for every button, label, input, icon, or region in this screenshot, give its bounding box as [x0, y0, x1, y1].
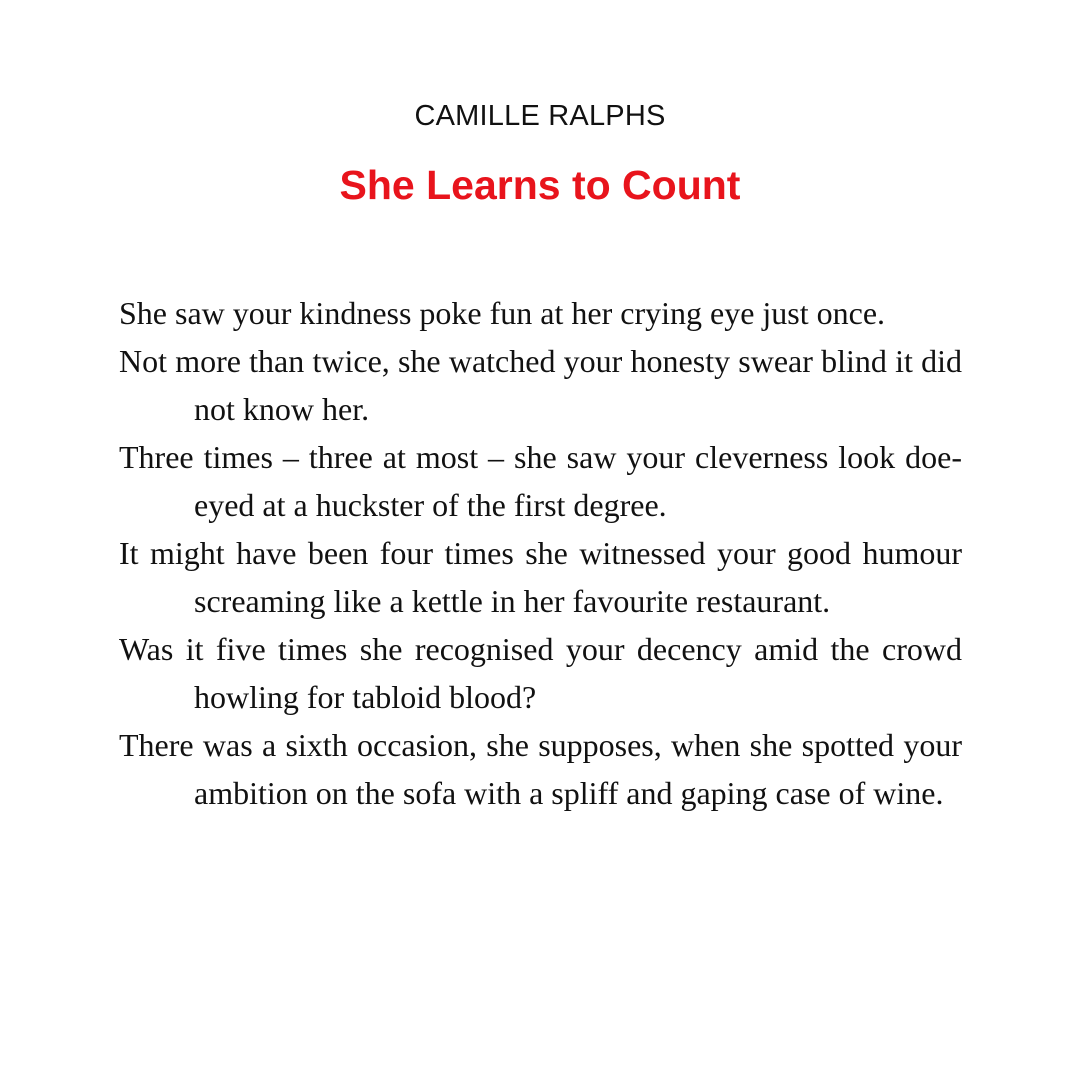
author-name: CAMILLE RALPHS	[414, 100, 666, 132]
poem-body	[119, 289, 962, 817]
poem-line: There was a sixth occasion, she supposes, when she spotted your ambition on the sofa with a spliff and gaping case of wine.	[119, 727, 962, 811]
poem-title: She Learns to Count	[339, 162, 741, 208]
poem-line: Not more than twice, she watched your honesty swear blind it did not know her.	[119, 343, 962, 427]
poem-line: Was it five times she recognised your decency amid the crowd howling for tabloid blood?	[119, 631, 962, 715]
poem-line: It might have been four times she witnessed your good humour screaming like a kettle in her favourite restaurant.	[119, 535, 962, 619]
poem-line: Three times – three at most – she saw your cleverness look doe-eyed at a huckster of the first degree.	[119, 439, 962, 523]
poem-line: She saw your kindness poke fun at her crying eye just once.	[119, 295, 886, 331]
